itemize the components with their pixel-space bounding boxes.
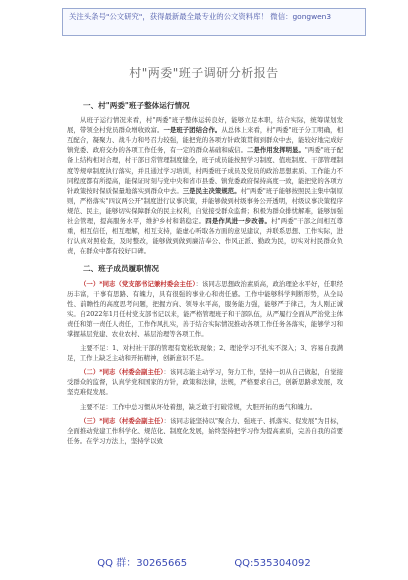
paragraph-overall (67, 115, 343, 256)
paragraph-member-1-shortcomings: 主要不足：1、对村社干部的管理有宽松软现象；2、理论学习不扎实不深入；3、容易自我满足，工作上缺乏主动和开拓精神，创新意识不足。 (67, 344, 343, 363)
text-run: ：该同志能坚持以"聚合力、强班子、抓落实、促发展"为目标，全面推动党建工作科学化、规范化、制度化发展，始终坚持把学习作为提高素质，完善自我的首要任务。在学习方法上，坚持学以致 (67, 416, 343, 445)
text-run: 从班子运行情况来看，村"两委"班子整体运转良好，能够立足本职，结合实际，统筹谋划发展，带领全村党员群众增收致富。 (67, 116, 343, 135)
emphasis-text: 四是作风进一步改善。 (205, 217, 272, 226)
member-label: （一）*同志（党支部书记兼村委会主任） (80, 279, 196, 288)
emphasis-text: 一是班子团结合作。 (163, 126, 222, 135)
promo-banner-line1: 关注头条号"公文研究"，获得最新最全最专业的公文资料库！ 微信：gongwen3 (69, 12, 332, 21)
section-heading-overall: 一、村"两委"班子整体运行情况 (83, 101, 190, 110)
emphasis-text: 三是民主决策规范。 (182, 186, 241, 195)
paragraph-member-1 (67, 279, 343, 340)
emphasis-text: 二是作用发挥明显。 (247, 146, 305, 155)
paragraph-member-3 (67, 416, 343, 446)
page-footer (0, 554, 408, 569)
text-run: 从总体上来看，村"两委"班子分工明确，相互配合，凝聚力、战斗力和号召力较强，能把党的各项方针政策贯彻到群众中去，能较好地完成好镇党委、政府交办的各项工作任务，有一定的群众基础和威信。 (67, 126, 343, 155)
document-body (67, 97, 343, 446)
promo-banner (62, 8, 366, 36)
section-heading-members: 二、班子成员履职情况 (83, 264, 159, 274)
text-run: 村"两委"班子能够按照民主集中制原则，严格落实"四议两公开"制度进行议事决策，并能够做到村级事务公开透明，村级议事决策程序规范、民主，能够切实保障群众的民主权利，自觉接受群众监督；积极为群众排忧解难，能够加强社会管理，提高服务水平，维护乡村和谐稳定。 (67, 186, 343, 226)
member-label: （三）*同志（村委会副主任） (80, 416, 164, 425)
text-run: 村"两委"干部之间相互尊重，相互信任，相互理解，相互支持，能虚心听取各方面的意见建议，并联系思想、工作实际，进行认真对照检查，及时整改，能够做到做到廉洁奉公、作风正派、勤政为民，切实对村民群众负责，在群众中都有较好口碑。 (67, 217, 343, 256)
text-run: ：该同志思想政治素质高，政治理论水平好，任职经历丰富，干事有思路、有魄力，具有很强的事业心和责任感。工作中能够科学判断形势，从全局性、前瞻性的高度思考问题，把握方向、领导水平高，服务能力强，能够严于律己，为人刚正诚实。自2022年1月任村党支部书记以来，能严格管理班子和干部队伍，从严履行全面从严治党主体责任和第一责任人责任，工作作风扎实，善于结合实际情况推动各项工作任务各落实，能够学习和掌握基层党建、农业农村、基层治理等各项工作。 (67, 279, 343, 338)
text-run: ：该同志能主动学习，努力工作，坚持一切从自己做起，自觉接受群众的监督，认真学党和国家的方针，政策和法律，法规，严格要求自己，创新思路求发展，攻坚克难促发展。 (67, 368, 343, 397)
paragraph-member-2 (67, 367, 343, 397)
footer-qq-group: QQ 群：30265665 (97, 558, 188, 569)
member-label: （二）*同志（村委会副主任） (80, 368, 164, 377)
paragraph-member-2-shortcomings: 主要不足：工作中总习惯从坏处着想，缺乏敢于打破常规，大胆开拓的勇气和魄力。 (80, 402, 317, 411)
text-run: "两委"班子配备上结构相对合理，村干部日常管理制度健全，班子成员能按照学习制度、值班制度、干部管理制度等规章制度执行落实，并且通过学习培训，村两委班子成员及党员的政治思想素质、工作能力不同程度都有所提高，能保证时刻与党中央和省市县委、镇党委政府保持高度一致，能把党的各项方针政策按时保质保量地落实到群众中去。 (67, 146, 343, 195)
document-title: 村"两委"班子调研分析报告 (129, 66, 279, 80)
footer-qq-contact: QQ:535304092 (234, 558, 311, 569)
